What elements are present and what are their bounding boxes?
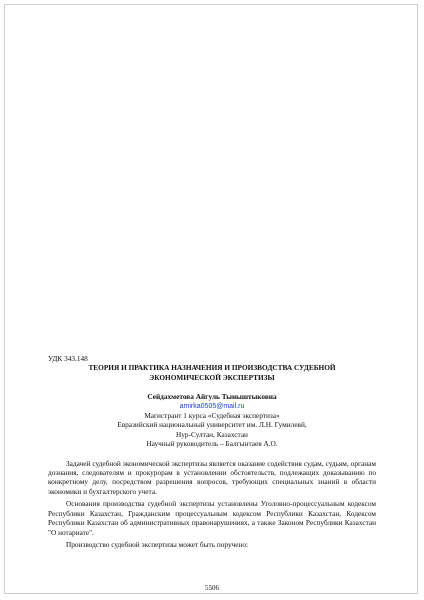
affiliation-line: Научный руководитель – Балгынтаев А.О. <box>146 439 278 449</box>
body-paragraph: Задачей судебной экономической экспертизы является оказание содействия судам, судьям, органам дознания, следователям и прокурорам в установлении обстоятельств, подлежащих доказыванию по конкретному делу, посредством разрешения вопросов, требующих специальных знаний в области экономики и бухгалтерского учета. <box>48 458 376 496</box>
affiliation-line: Нур-Султан, Казахстан <box>176 429 248 439</box>
affiliation-line: Евразийский национальный университет им. Л.Н. Гумилевй, <box>117 420 307 430</box>
title-line: ТЕОРИЯ И ПРАКТИКА НАЗНАЧЕНИЯ И ПРОИЗВОДСТВА СУДЕБНОЙ <box>88 363 336 373</box>
author-affiliation <box>48 411 376 449</box>
author-email-link[interactable]: amirka0505@mail.ru <box>179 402 245 410</box>
page-number: 5506 <box>205 584 219 592</box>
affiliation-line: Магистрант 1 курса «Судебная экспертиза» <box>144 411 280 421</box>
author-name: Сейдахметова Айгуль Тыныштыковна <box>147 392 277 402</box>
paper-body <box>48 354 376 549</box>
body-paragraph: Основания производства судебной экспертизы установлены Уголовно-процессуальным кодексом Республики Казахстан, Гражданским процессуальным кодексом Республики Казахстан, Кодексом Республики Казахстан об административных правонарушениях, а также Законом Республики Казахстан "О нотариате". <box>48 499 376 537</box>
title-line: ЭКОНОМИЧЕСКОЙ ЭКСПЕРТИЗЫ <box>149 372 275 382</box>
body-paragraph: Производство судебной экспертизы может быть поручено: <box>66 539 249 549</box>
udk-code: УДК 343.148 <box>48 354 88 363</box>
paper-title <box>48 363 376 382</box>
